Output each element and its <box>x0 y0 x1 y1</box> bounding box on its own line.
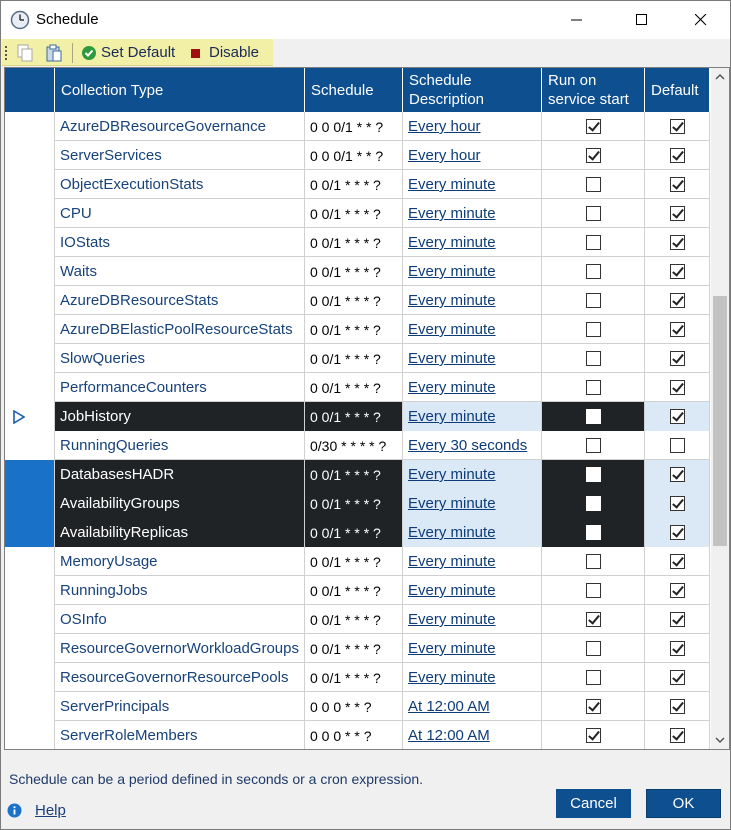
default-checkbox[interactable] <box>670 177 685 192</box>
default-cell[interactable] <box>645 431 710 460</box>
table-row[interactable] <box>5 663 710 692</box>
default-checkbox[interactable] <box>670 525 685 540</box>
run-on-service-start-cell[interactable] <box>542 634 645 663</box>
run-on-service-start-cell[interactable] <box>542 170 645 199</box>
run-on-service-start-cell[interactable] <box>542 373 645 402</box>
default-cell[interactable] <box>645 547 710 576</box>
default-cell[interactable] <box>645 170 710 199</box>
schedule-description-link[interactable]: Every 30 seconds <box>403 431 542 460</box>
schedule-description-link[interactable]: At 12:00 AM <box>403 721 542 750</box>
default-cell[interactable] <box>645 315 710 344</box>
default-checkbox[interactable] <box>670 264 685 279</box>
close-icon <box>695 14 707 26</box>
row-selector[interactable] <box>5 257 55 286</box>
row-header-corner[interactable] <box>5 68 55 112</box>
default-checkbox[interactable] <box>670 351 685 366</box>
run-on-service-start-checkbox[interactable] <box>586 699 601 714</box>
default-checkbox[interactable] <box>670 641 685 656</box>
table-row[interactable] <box>5 170 710 199</box>
table-row[interactable] <box>5 634 710 663</box>
row-selector[interactable] <box>5 373 55 402</box>
vertical-scrollbar[interactable] <box>711 68 729 749</box>
default-cell[interactable] <box>645 634 710 663</box>
run-on-service-start-cell[interactable] <box>542 402 645 431</box>
run-on-service-start-checkbox[interactable] <box>586 351 601 366</box>
schedule-description-link[interactable]: Every minute <box>403 547 542 576</box>
collection-type-cell[interactable]: IOStats <box>55 228 305 257</box>
run-on-service-start-cell[interactable] <box>542 257 645 286</box>
default-cell[interactable] <box>645 576 710 605</box>
run-on-service-start-cell[interactable] <box>542 721 645 750</box>
row-selector[interactable] <box>5 692 55 721</box>
collection-type-cell[interactable]: ResourceGovernorWorkloadGroups <box>55 634 305 663</box>
run-on-service-start-checkbox[interactable] <box>586 612 601 627</box>
cancel-button[interactable]: Cancel <box>556 789 631 818</box>
table-row[interactable] <box>5 112 710 141</box>
row-selector[interactable] <box>5 170 55 199</box>
table-row[interactable] <box>5 315 710 344</box>
table-row[interactable] <box>5 721 710 750</box>
help-link[interactable]: Help <box>35 802 66 819</box>
schedule-description-link[interactable]: Every minute <box>403 170 542 199</box>
schedule-cell[interactable]: 0 0 0/1 * * ? <box>305 141 403 170</box>
table-row[interactable] <box>5 402 710 431</box>
column-header-collection-type[interactable]: Collection Type <box>55 68 305 112</box>
default-checkbox[interactable] <box>670 206 685 221</box>
schedule-cell[interactable]: 0/30 * * * * ? <box>305 431 403 460</box>
table-row[interactable] <box>5 460 710 489</box>
check-circle-icon <box>79 43 99 63</box>
schedule-description-link[interactable]: Every minute <box>403 634 542 663</box>
scroll-down-icon[interactable] <box>711 731 729 749</box>
row-selector[interactable] <box>5 605 55 634</box>
run-on-service-start-cell[interactable] <box>542 460 645 489</box>
table-row[interactable] <box>5 576 710 605</box>
schedule-cell[interactable]: 0 0 0/1 * * ? <box>305 112 403 141</box>
schedule-cell[interactable]: 0 0/1 * * * ? <box>305 518 403 547</box>
column-header-schedule-description[interactable]: Schedule Description <box>403 68 542 112</box>
run-on-service-start-checkbox[interactable] <box>586 728 601 743</box>
run-on-service-start-cell[interactable] <box>542 576 645 605</box>
run-on-service-start-cell[interactable] <box>542 141 645 170</box>
copy-icon[interactable] <box>15 43 35 63</box>
run-on-service-start-checkbox[interactable] <box>586 641 601 656</box>
maximize-button[interactable] <box>619 1 665 39</box>
schedule-description-link[interactable]: Every minute <box>403 286 542 315</box>
schedule-cell[interactable]: 0 0/1 * * * ? <box>305 460 403 489</box>
scroll-up-icon[interactable] <box>711 68 729 86</box>
schedule-cell[interactable]: 0 0/1 * * * ? <box>305 547 403 576</box>
row-selector[interactable] <box>5 141 55 170</box>
default-cell[interactable] <box>645 721 710 750</box>
run-on-service-start-checkbox[interactable] <box>586 293 601 308</box>
schedule-cell[interactable]: 0 0 0 * * ? <box>305 721 403 750</box>
schedule-cell[interactable]: 0 0/1 * * * ? <box>305 199 403 228</box>
default-cell[interactable] <box>645 228 710 257</box>
collection-type-cell[interactable]: DatabasesHADR <box>55 460 305 489</box>
default-checkbox[interactable] <box>670 119 685 134</box>
schedule-description-link[interactable]: Every minute <box>403 228 542 257</box>
run-on-service-start-cell[interactable] <box>542 228 645 257</box>
run-on-service-start-cell[interactable] <box>542 518 645 547</box>
schedule-cell[interactable]: 0 0/1 * * * ? <box>305 402 403 431</box>
schedule-description-link[interactable]: Every minute <box>403 605 542 634</box>
row-selector[interactable] <box>5 286 55 315</box>
window-title: Schedule <box>36 11 99 28</box>
table-row[interactable] <box>5 286 710 315</box>
title-bar <box>1 1 730 39</box>
table-row[interactable] <box>5 141 710 170</box>
schedule-description-link[interactable]: Every minute <box>403 460 542 489</box>
row-selector[interactable] <box>5 547 55 576</box>
default-checkbox[interactable] <box>670 496 685 511</box>
run-on-service-start-checkbox[interactable] <box>586 206 601 221</box>
collection-type-cell[interactable]: AzureDBResourceStats <box>55 286 305 315</box>
schedule-description-link[interactable]: Every minute <box>403 518 542 547</box>
collection-type-cell[interactable]: ObjectExecutionStats <box>55 170 305 199</box>
collection-type-cell[interactable]: RunningJobs <box>55 576 305 605</box>
collection-type-cell[interactable]: OSInfo <box>55 605 305 634</box>
collection-type-cell[interactable]: Waits <box>55 257 305 286</box>
collection-type-cell[interactable]: AzureDBResourceGovernance <box>55 112 305 141</box>
row-selector[interactable] <box>5 489 55 518</box>
schedule-cell[interactable]: 0 0/1 * * * ? <box>305 257 403 286</box>
row-selector[interactable] <box>5 721 55 750</box>
run-on-service-start-cell[interactable] <box>542 605 645 634</box>
default-checkbox[interactable] <box>670 583 685 598</box>
default-checkbox[interactable] <box>670 612 685 627</box>
default-cell[interactable] <box>645 460 710 489</box>
default-cell[interactable] <box>645 286 710 315</box>
scrollbar-thumb[interactable] <box>713 296 727 546</box>
run-on-service-start-checkbox[interactable] <box>586 467 601 482</box>
schedule-description-link[interactable]: Every minute <box>403 373 542 402</box>
collection-type-cell[interactable]: AvailabilityReplicas <box>55 518 305 547</box>
run-on-service-start-checkbox[interactable] <box>586 148 601 163</box>
default-cell[interactable] <box>645 199 710 228</box>
set-default-button[interactable]: Set Default <box>101 44 176 61</box>
run-on-service-start-checkbox[interactable] <box>586 177 601 192</box>
schedule-cell[interactable]: 0 0/1 * * * ? <box>305 605 403 634</box>
default-checkbox[interactable] <box>670 438 685 453</box>
default-cell[interactable] <box>645 518 710 547</box>
run-on-service-start-checkbox[interactable] <box>586 119 601 134</box>
schedule-cell[interactable]: 0 0/1 * * * ? <box>305 286 403 315</box>
table-row[interactable] <box>5 605 710 634</box>
schedule-description-link[interactable]: Every minute <box>403 489 542 518</box>
run-on-service-start-cell[interactable] <box>542 663 645 692</box>
run-on-service-start-cell[interactable] <box>542 692 645 721</box>
row-selector[interactable] <box>5 576 55 605</box>
schedule-hint: Schedule can be a period defined in seconds or a cron expression. <box>9 771 424 787</box>
default-cell[interactable] <box>645 402 710 431</box>
run-on-service-start-cell[interactable] <box>542 344 645 373</box>
schedule-cell[interactable]: 0 0/1 * * * ? <box>305 228 403 257</box>
schedule-cell[interactable]: 0 0/1 * * * ? <box>305 315 403 344</box>
default-cell[interactable] <box>645 489 710 518</box>
schedule-description-link[interactable]: Every minute <box>403 199 542 228</box>
info-icon <box>7 803 22 818</box>
default-checkbox[interactable] <box>670 148 685 163</box>
run-on-service-start-cell[interactable] <box>542 315 645 344</box>
collection-type-cell[interactable]: JobHistory <box>55 402 305 431</box>
column-header-run-on-service-start[interactable]: Run on service start <box>542 68 645 112</box>
ok-button[interactable]: OK <box>646 789 721 818</box>
column-header-schedule[interactable]: Schedule <box>305 68 403 112</box>
run-on-service-start-cell[interactable] <box>542 547 645 576</box>
run-on-service-start-cell[interactable] <box>542 112 645 141</box>
collection-type-cell[interactable]: AvailabilityGroups <box>55 489 305 518</box>
row-selector[interactable] <box>5 112 55 141</box>
default-checkbox[interactable] <box>670 670 685 685</box>
row-selector[interactable] <box>5 634 55 663</box>
table-row[interactable] <box>5 373 710 402</box>
collection-type-cell[interactable]: PerformanceCounters <box>55 373 305 402</box>
row-selector[interactable] <box>5 228 55 257</box>
run-on-service-start-checkbox[interactable] <box>586 583 601 598</box>
collection-type-cell[interactable]: ServerServices <box>55 141 305 170</box>
collection-type-cell[interactable]: CPU <box>55 199 305 228</box>
default-checkbox[interactable] <box>670 409 685 424</box>
table-row[interactable] <box>5 518 710 547</box>
minimize-button[interactable] <box>554 1 600 39</box>
row-selector[interactable] <box>5 402 55 431</box>
run-on-service-start-checkbox[interactable] <box>586 525 601 540</box>
row-selector[interactable] <box>5 460 55 489</box>
current-row-arrow-icon <box>13 410 25 424</box>
schedule-description-link[interactable]: Every minute <box>403 257 542 286</box>
default-cell[interactable] <box>645 257 710 286</box>
schedule-grid[interactable] <box>4 67 730 750</box>
schedule-cell[interactable]: 0 0/1 * * * ? <box>305 489 403 518</box>
toolbar-separator <box>72 43 73 63</box>
collection-type-cell[interactable]: SlowQueries <box>55 344 305 373</box>
default-checkbox[interactable] <box>670 728 685 743</box>
schedule-description-link[interactable]: Every hour <box>403 141 542 170</box>
collection-type-cell[interactable]: ServerPrincipals <box>55 692 305 721</box>
run-on-service-start-cell[interactable] <box>542 286 645 315</box>
stop-icon <box>186 43 206 63</box>
run-on-service-start-cell[interactable] <box>542 199 645 228</box>
table-row[interactable] <box>5 199 710 228</box>
default-checkbox[interactable] <box>670 554 685 569</box>
run-on-service-start-checkbox[interactable] <box>586 264 601 279</box>
default-checkbox[interactable] <box>670 235 685 250</box>
default-cell[interactable] <box>645 344 710 373</box>
run-on-service-start-cell[interactable] <box>542 431 645 460</box>
column-header-default[interactable]: Default <box>645 68 710 112</box>
run-on-service-start-checkbox[interactable] <box>586 322 601 337</box>
close-button[interactable] <box>678 1 724 39</box>
schedule-cell[interactable]: 0 0/1 * * * ? <box>305 170 403 199</box>
collection-type-cell[interactable]: AzureDBElasticPoolResourceStats <box>55 315 305 344</box>
schedule-description-link[interactable]: Every minute <box>403 402 542 431</box>
schedule-cell[interactable]: 0 0 0 * * ? <box>305 692 403 721</box>
default-checkbox[interactable] <box>670 380 685 395</box>
table-row[interactable] <box>5 547 710 576</box>
default-cell[interactable] <box>645 663 710 692</box>
row-selector[interactable] <box>5 315 55 344</box>
clock-icon <box>10 10 30 30</box>
run-on-service-start-cell[interactable] <box>542 489 645 518</box>
run-on-service-start-checkbox[interactable] <box>586 496 601 511</box>
disable-button[interactable]: Disable <box>209 44 260 61</box>
run-on-service-start-checkbox[interactable] <box>586 380 601 395</box>
default-checkbox[interactable] <box>670 467 685 482</box>
default-checkbox[interactable] <box>670 293 685 308</box>
collection-type-cell[interactable]: MemoryUsage <box>55 547 305 576</box>
table-row[interactable] <box>5 257 710 286</box>
toolbar-grip-icon[interactable] <box>5 46 8 60</box>
default-checkbox[interactable] <box>670 699 685 714</box>
collection-type-cell[interactable]: RunningQueries <box>55 431 305 460</box>
paste-icon[interactable] <box>44 43 64 63</box>
table-row[interactable] <box>5 431 710 460</box>
toolbar <box>2 39 273 66</box>
default-cell[interactable] <box>645 112 710 141</box>
schedule-cell[interactable]: 0 0/1 * * * ? <box>305 373 403 402</box>
row-selector[interactable] <box>5 663 55 692</box>
table-row[interactable] <box>5 228 710 257</box>
schedule-cell[interactable]: 0 0/1 * * * ? <box>305 634 403 663</box>
schedule-cell[interactable]: 0 0/1 * * * ? <box>305 663 403 692</box>
schedule-description-link[interactable]: Every hour <box>403 112 542 141</box>
schedule-cell[interactable]: 0 0/1 * * * ? <box>305 344 403 373</box>
default-cell[interactable] <box>645 373 710 402</box>
default-cell[interactable] <box>645 605 710 634</box>
table-row[interactable] <box>5 344 710 373</box>
run-on-service-start-checkbox[interactable] <box>586 670 601 685</box>
table-row[interactable] <box>5 692 710 721</box>
schedule-description-link[interactable]: Every minute <box>403 344 542 373</box>
run-on-service-start-checkbox[interactable] <box>586 438 601 453</box>
default-checkbox[interactable] <box>670 322 685 337</box>
run-on-service-start-checkbox[interactable] <box>586 409 601 424</box>
schedule-cell[interactable]: 0 0/1 * * * ? <box>305 576 403 605</box>
table-row[interactable] <box>5 489 710 518</box>
default-cell[interactable] <box>645 141 710 170</box>
run-on-service-start-checkbox[interactable] <box>586 235 601 250</box>
run-on-service-start-checkbox[interactable] <box>586 554 601 569</box>
grid-header <box>5 68 710 112</box>
schedule-description-link[interactable]: Every minute <box>403 663 542 692</box>
row-selector[interactable] <box>5 344 55 373</box>
schedule-description-link[interactable]: Every minute <box>403 315 542 344</box>
schedule-description-link[interactable]: Every minute <box>403 576 542 605</box>
minimize-icon <box>571 14 583 26</box>
row-selector[interactable] <box>5 518 55 547</box>
row-selector[interactable] <box>5 199 55 228</box>
row-selector[interactable] <box>5 431 55 460</box>
maximize-icon <box>636 14 648 26</box>
collection-type-cell[interactable]: ServerRoleMembers <box>55 721 305 750</box>
default-cell[interactable] <box>645 692 710 721</box>
schedule-description-link[interactable]: At 12:00 AM <box>403 692 542 721</box>
collection-type-cell[interactable]: ResourceGovernorResourcePools <box>55 663 305 692</box>
